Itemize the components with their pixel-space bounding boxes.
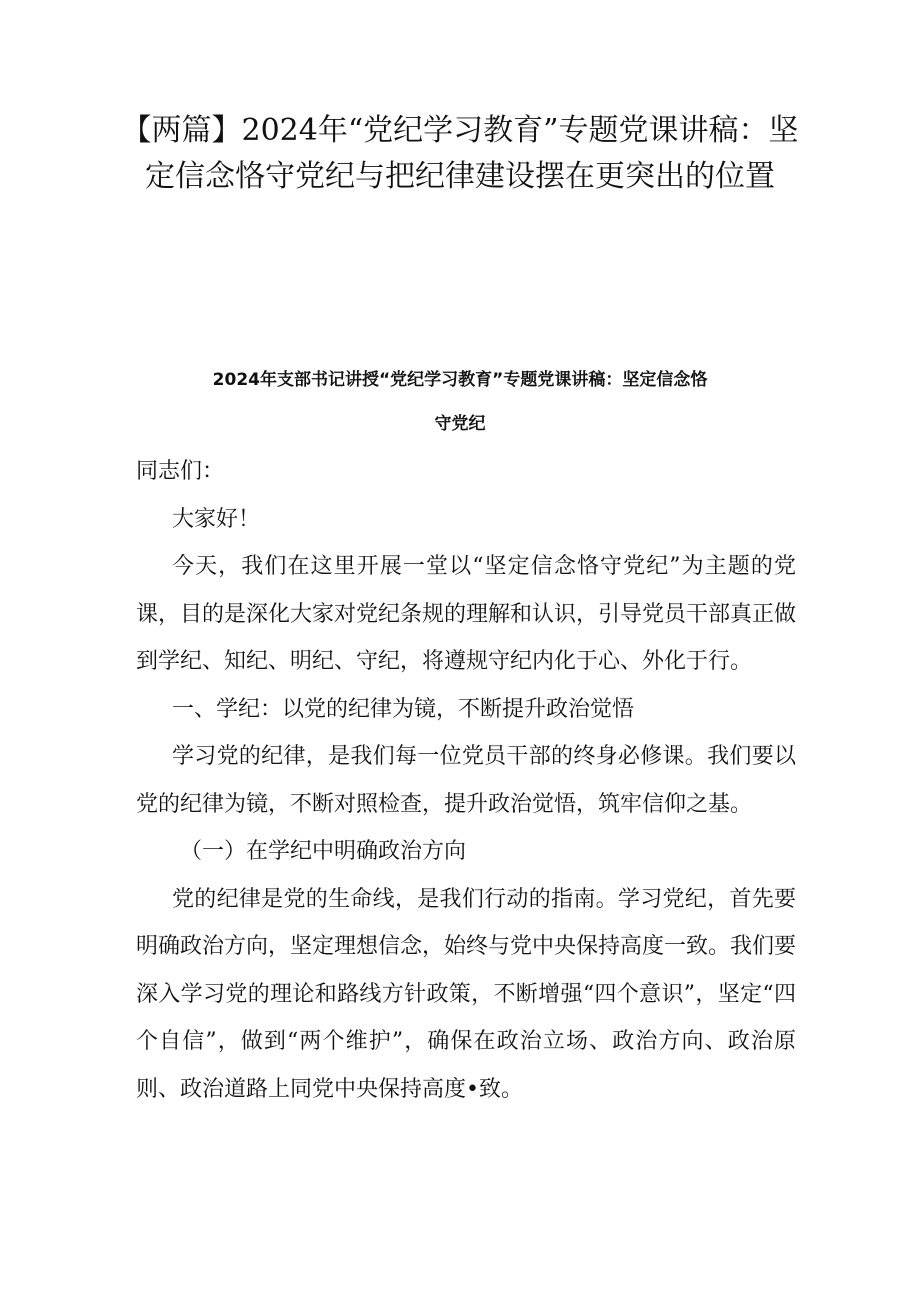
section-1-paragraph: 学习党的纪律，是我们每一位党员干部的终身必修课。我们要以党的纪律为镜，不断对照检查，提升政治觉悟，筑牢信仰之基。	[136, 744, 796, 817]
subsection-1-paragraph: 党的纪律是党的生命线，是我们行动的指南。学习党纪，首先要明确政治方向，坚定理想信念，始终与党中央保持高度一致。我们要深入学习党的理论和路线方针政策，不断增强“四个意识”，坚定“四个自信”，做到“两个维护”，确保在政治立场、政治方向、政治原则、政治道路上同党中央保持高度•致。	[136, 886, 797, 1102]
main-title-line-1: 【两篇】2024年“党纪学习教育”专题党课讲稿：坚	[121, 113, 799, 148]
greeting: 大家好！	[172, 506, 261, 532]
main-title-line-2: 定信念恪守党纪与把纪律建设摆在更突出的位置	[145, 159, 775, 194]
sub-title-line-1: 2024年支部书记讲授“党纪学习教育”专题党课讲稿：坚定信念恪	[212, 370, 708, 390]
body-text	[136, 448, 796, 1113]
intro-paragraph: 今天，我们在这里开展一堂以“坚定信念恪守党纪”为主题的党课，目的是深化大家对党纪条规的理解和认识，引导党员干部真正做到学纪、知纪、明纪、守纪，将遵规守纪内化于心、外化于行。	[136, 554, 797, 674]
sub-title	[120, 358, 800, 446]
salutation: 同志们：	[136, 459, 225, 484]
sub-title-line-2: 守党纪	[434, 414, 486, 434]
main-title	[100, 108, 820, 200]
subsection-heading-1: （一）在学纪中明确政治方向	[180, 839, 467, 864]
section-heading-1: 一、学纪：以党的纪律为镜，不断提升政治觉悟	[172, 696, 635, 722]
